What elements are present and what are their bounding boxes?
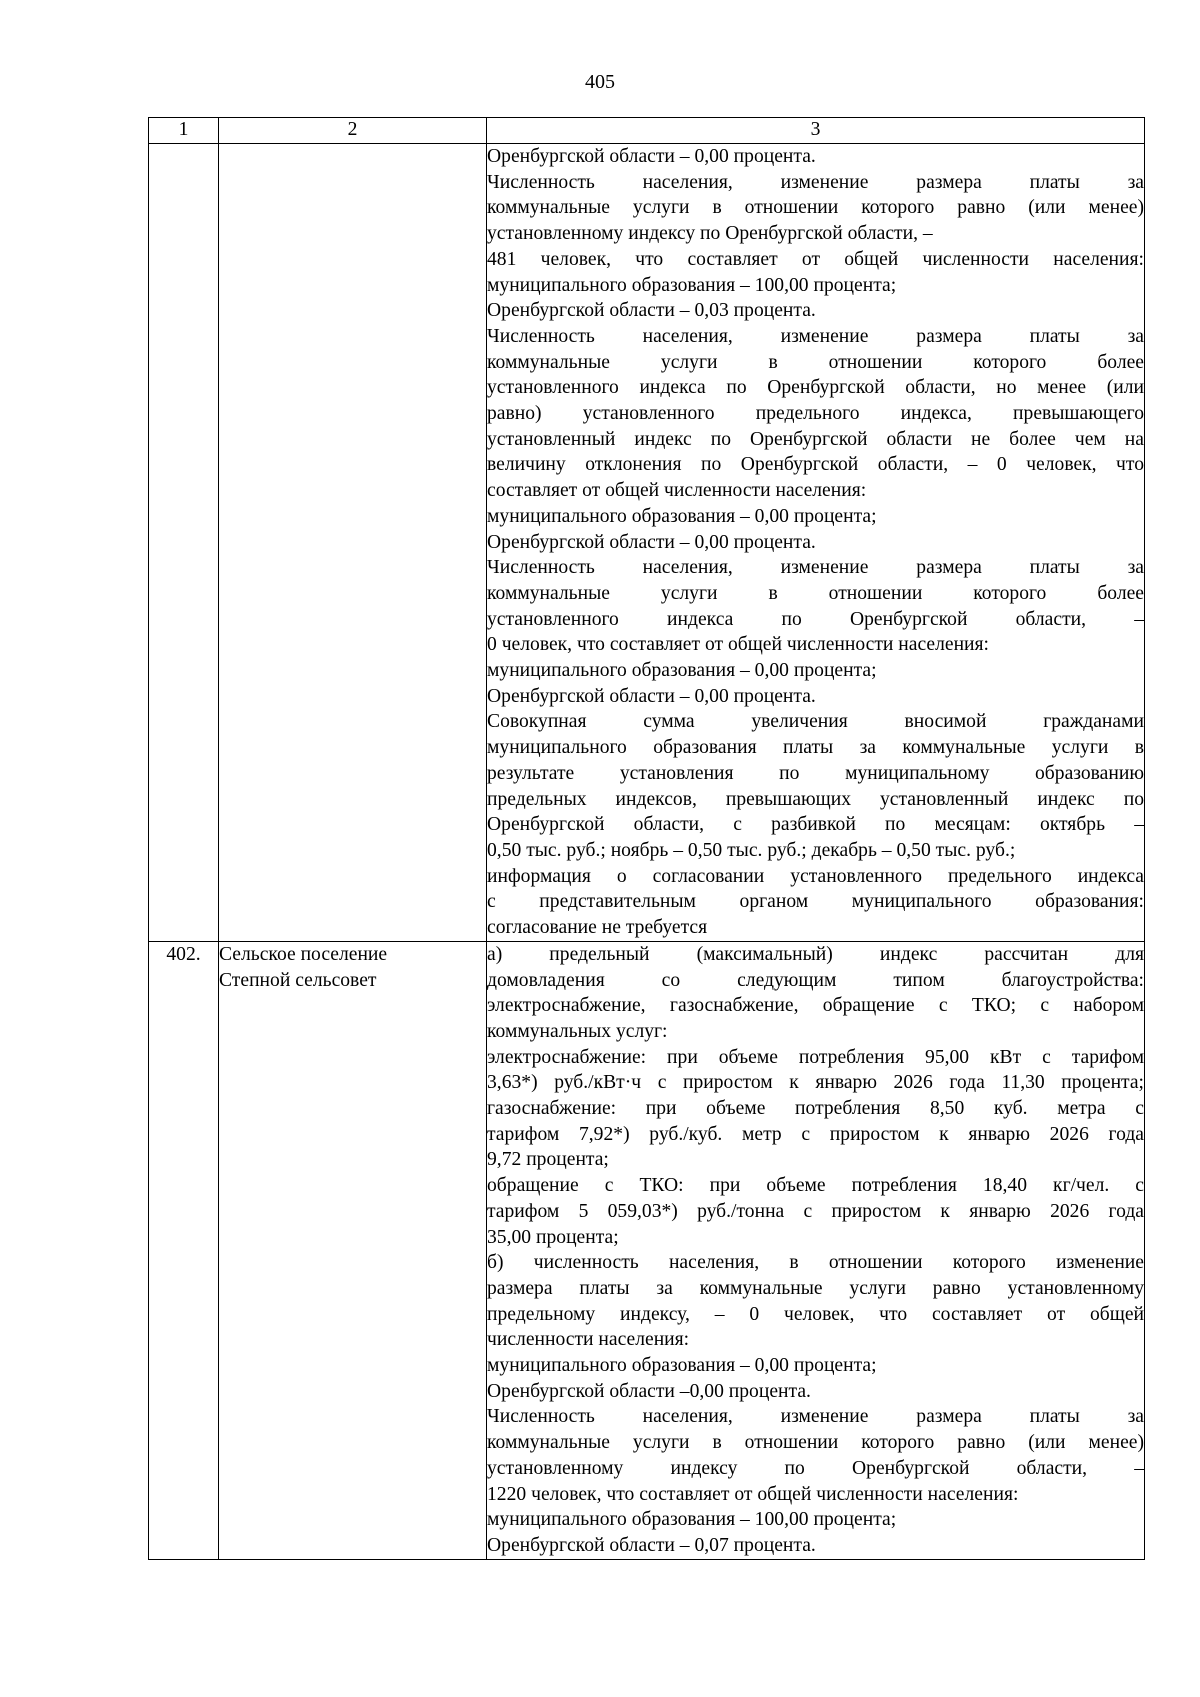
document-table	[148, 117, 1145, 1560]
text-line: коммунальные услуги в отношении которого равно (или менее)	[487, 197, 1144, 219]
text-line: 0 человек, что составляет от общей численности населения:	[487, 634, 990, 656]
text-line: Оренбургской области – 0,00 процента.	[487, 146, 816, 167]
text-line: а) предельный (максимальный) индекс рассчитан для	[487, 943, 1144, 965]
row-description	[487, 144, 1145, 942]
text-line: Оренбургской области – 0,00 процента.	[487, 685, 816, 707]
text-line: муниципального образования – 100,00 процента;	[487, 274, 897, 296]
text-line: 1220 человек, что составляет от общей численности населения:	[487, 1483, 1019, 1505]
text-line: результате установления по муниципальному образованию	[487, 762, 1144, 784]
text-line: установленный индекс по Оренбургской области не более чем на	[487, 428, 1144, 450]
text-line: тарифом 5 059,03*) руб./тонна с приростом к январю 2026 года	[487, 1200, 1144, 1222]
text-line: согласование не требуется	[487, 917, 708, 939]
text-line: численности населения:	[487, 1329, 690, 1351]
text-line: муниципального образования – 0,00 процента;	[487, 660, 877, 682]
text-line: коммунальных услуг:	[487, 1020, 668, 1042]
text-line: 35,00 процента;	[487, 1226, 619, 1248]
municipality-name	[219, 941, 487, 1559]
table-row	[149, 941, 1145, 1559]
text-line: электроснабжение: при объеме потребления 95,00 кВт с тарифом	[487, 1046, 1144, 1068]
text-line: величину отклонения по Оренбургской области, – 0 человек, что	[487, 454, 1144, 476]
page-number: 405	[585, 71, 615, 93]
municipality-name	[219, 144, 487, 942]
text-line: 9,72 процента;	[487, 1149, 609, 1171]
text-line: обращение с ТКО: при объеме потребления 18,40 кг/чел. с	[487, 1175, 1144, 1197]
text-line: информация о согласовании установленного предельного индекса	[487, 865, 1144, 887]
text-line: муниципального образования – 0,00 процента;	[487, 1355, 877, 1377]
text-line: равно) установленного предельного индекса, превышающего	[487, 403, 1144, 425]
text-line: Степной сельсовет	[219, 969, 377, 991]
text-line: установленного индекса по Оренбургской области, но менее (или	[487, 377, 1144, 399]
text-line: муниципального образования платы за коммунальные услуги в	[487, 737, 1144, 759]
text-line: Сельское поселение	[219, 943, 388, 965]
text-line: Численность населения, изменение размера платы за	[487, 1406, 1144, 1428]
text-line: Численность населения, изменение размера платы за	[487, 557, 1144, 579]
text-line: Оренбургской области –0,00 процента.	[487, 1380, 811, 1402]
text-line: 481 человек, что составляет от общей численности населения:	[487, 248, 1144, 270]
text-line: Численность населения, изменение размера платы за	[487, 325, 1144, 347]
text-line: муниципального образования – 100,00 процента;	[487, 1509, 897, 1531]
text-line: домовладения со следующим типом благоустройства:	[487, 969, 1144, 991]
text-line: муниципального образования – 0,00 процента;	[487, 505, 877, 527]
column-header-2: 2	[219, 118, 487, 144]
text-line: установленному индексу по Оренбургской области, –	[487, 1457, 1144, 1479]
text-line: коммунальные услуги в отношении которого более	[487, 582, 1144, 604]
text-line: Оренбургской области – 0,00 процента.	[487, 531, 816, 553]
text-line: Оренбургской области – 0,03 процента.	[487, 300, 816, 322]
text-line: размера платы за коммунальные услуги равно установленному	[487, 1277, 1144, 1299]
text-line: Численность населения, изменение размера платы за	[487, 171, 1144, 193]
text-line: Оренбургской области – 0,07 процента.	[487, 1534, 816, 1556]
row-number: 402.	[149, 941, 219, 1559]
text-line: б) численность населения, в отношении которого изменение	[487, 1252, 1144, 1274]
text-line: тарифом 7,92*) руб./куб. метр с приростом к январю 2026 года	[487, 1123, 1144, 1145]
text-line: коммунальные услуги в отношении которого равно (или менее)	[487, 1432, 1144, 1454]
text-line: предельных индексов, превышающих установленный индекс по	[487, 788, 1144, 810]
text-line: газоснабжение: при объеме потребления 8,50 куб. метра с	[487, 1098, 1144, 1120]
text-line: предельному индексу, – 0 человек, что составляет от общей	[487, 1303, 1144, 1325]
text-line: Совокупная сумма увеличения вносимой гражданами	[487, 711, 1144, 733]
text-line: установленного индекса по Оренбургской области, –	[487, 608, 1144, 630]
text-line: 0,50 тыс. руб.; ноябрь – 0,50 тыс. руб.; декабрь – 0,50 тыс. руб.;	[487, 839, 1016, 861]
text-line: коммунальные услуги в отношении которого более	[487, 351, 1144, 373]
column-header-1: 1	[149, 118, 219, 144]
text-line: составляет от общей численности населения:	[487, 480, 867, 502]
text-line: 3,63*) руб./кВт·ч с приростом к январю 2026 года 11,30 процента;	[487, 1072, 1144, 1094]
text-line: с представительным органом муниципального образования:	[487, 891, 1144, 913]
table-header-row	[149, 118, 1145, 144]
row-description	[487, 941, 1145, 1559]
column-header-3: 3	[487, 118, 1145, 144]
text-line: Оренбургской области, с разбивкой по месяцам: октябрь –	[487, 814, 1144, 836]
table-row	[149, 144, 1145, 942]
text-line: установленному индексу по Оренбургской области, –	[487, 223, 933, 245]
text-line: электроснабжение, газоснабжение, обращение с ТКО; с набором	[487, 995, 1144, 1017]
row-number	[149, 144, 219, 942]
